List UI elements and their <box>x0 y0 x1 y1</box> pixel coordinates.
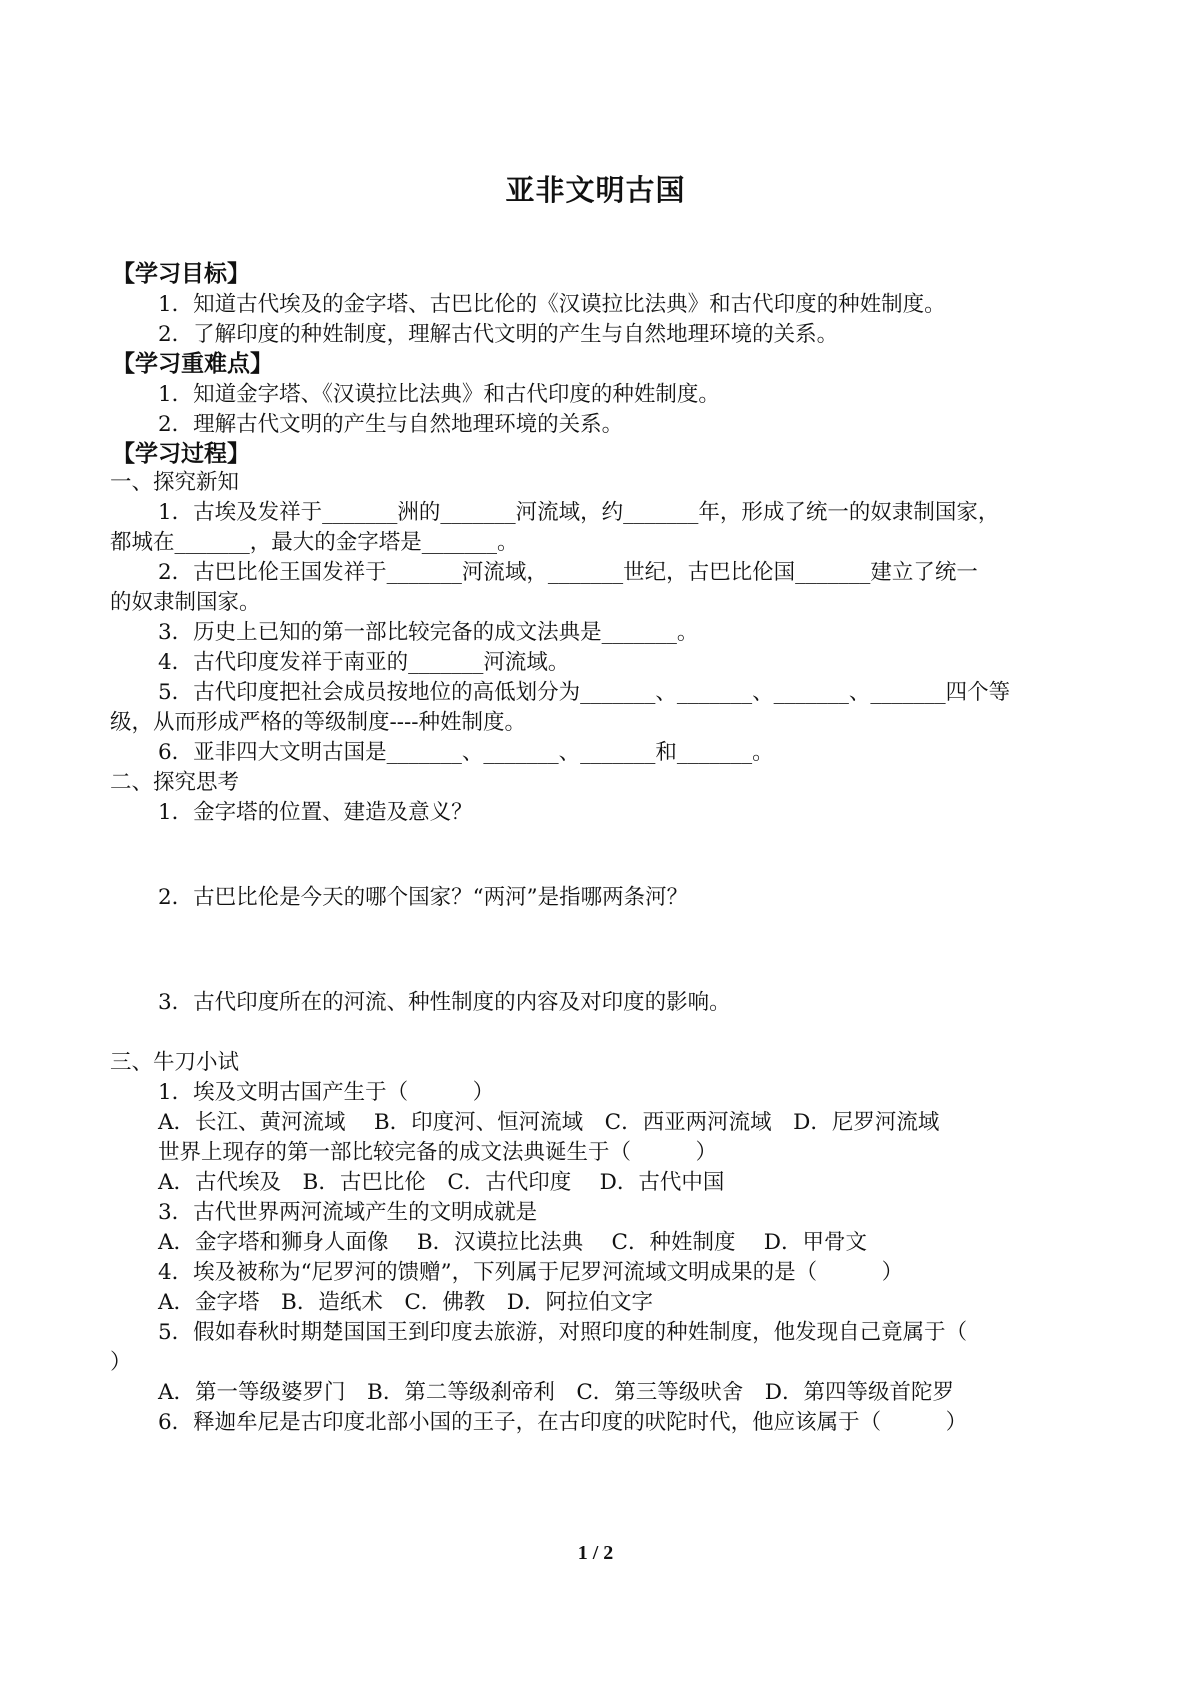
process-heading: 【学习过程】 <box>112 441 250 467</box>
quiz-line: A．第一等级婆罗门 B．第二等级刹帝利 C．第三等级吠舍 D．第四等级首陀罗 <box>158 1380 955 1405</box>
keypoint-item: 1．知道金字塔、《汉谟拉比法典》和古代印度的种姓制度。 <box>158 382 720 407</box>
fill-in-line: 1．古埃及发祥于_______洲的_______河流域，约_______年，形成了统一的奴隶制国家， <box>158 500 1000 525</box>
objective-item: 1．知道古代埃及的金字塔、古巴比伦的《汉谟拉比法典》和古代印度的种姓制度。 <box>158 292 946 317</box>
quiz-line: A．金字塔 B．造纸术 C．佛教 D．阿拉伯文字 <box>158 1290 654 1315</box>
part3-heading: 三、牛刀小试 <box>110 1050 240 1075</box>
fill-in-line: 的奴隶制国家。 <box>110 590 261 615</box>
keypoint-item: 2．理解古代文明的产生与自然地理环境的关系。 <box>158 412 624 437</box>
fill-in-line: 级，从而形成严格的等级制度----种姓制度。 <box>110 710 527 735</box>
thinking-question: 1．金字塔的位置、建造及意义？ <box>158 800 473 825</box>
thinking-question: 3．古代印度所在的河流、种性制度的内容及对印度的影响。 <box>158 990 731 1015</box>
thinking-question: 2．古巴比伦是今天的哪个国家？“两河”是指哪两条河？ <box>158 885 689 910</box>
quiz-line: A．金字塔和狮身人面像 B．汉谟拉比法典 C．种姓制度 D．甲骨文 <box>158 1230 868 1255</box>
part2-heading: 二、探究思考 <box>110 770 240 795</box>
part1-heading: 一、探究新知 <box>110 470 240 495</box>
fill-in-line: 6．亚非四大文明古国是_______、_______、_______和_______。 <box>158 740 774 765</box>
fill-in-line: 2．古巴比伦王国发祥于_______河流域，_______世纪，古巴比伦国_______建立了统一 <box>158 560 978 585</box>
fill-in-line: 5．古代印度把社会成员按地位的高低划分为_______、_______、_______、_______四个等 <box>158 680 1011 705</box>
quiz-line: ） <box>110 1350 132 1375</box>
fill-in-line: 4．古代印度发祥于南亚的_______河流域。 <box>158 650 570 675</box>
quiz-line: A．古代埃及 B．古巴比伦 C．古代印度 D．古代中国 <box>158 1170 725 1195</box>
fill-in-line: 3．历史上已知的第一部比较完备的成文法典是_______。 <box>158 620 699 645</box>
quiz-line: 3．古代世界两河流域产生的文明成就是 <box>158 1200 538 1225</box>
quiz-line: 6．释迦牟尼是古印度北部小国的王子，在古印度的吠陀时代，他应该属于（ ） <box>158 1410 968 1435</box>
keypoints-heading: 【学习重难点】 <box>112 351 273 377</box>
fill-in-line: 都城在_______，最大的金字塔是_______。 <box>110 530 519 555</box>
quiz-line: 世界上现存的第一部比较完备的成文法典诞生于（ ） <box>158 1140 718 1165</box>
page-title: 亚非文明古国 <box>505 173 686 207</box>
quiz-line: 5．假如春秋时期楚国国王到印度去旅游，对照印度的种姓制度，他发现自己竟属于（ <box>158 1320 968 1345</box>
objectives-heading: 【学习目标】 <box>112 261 250 287</box>
objective-item: 2．了解印度的种姓制度，理解古代文明的产生与自然地理环境的关系。 <box>158 322 839 347</box>
quiz-line: 4．埃及被称为“尼罗河的馈赠”，下列属于尼罗河流域文明成果的是（ ） <box>158 1260 904 1285</box>
quiz-line: 1．埃及文明古国产生于（ ） <box>158 1080 495 1105</box>
quiz-line: A．长江、黄河流域 B．印度河、恒河流域 C．西亚两河流域 D．尼罗河流域 <box>158 1110 940 1135</box>
page-number: 1 / 2 <box>577 1542 614 1564</box>
